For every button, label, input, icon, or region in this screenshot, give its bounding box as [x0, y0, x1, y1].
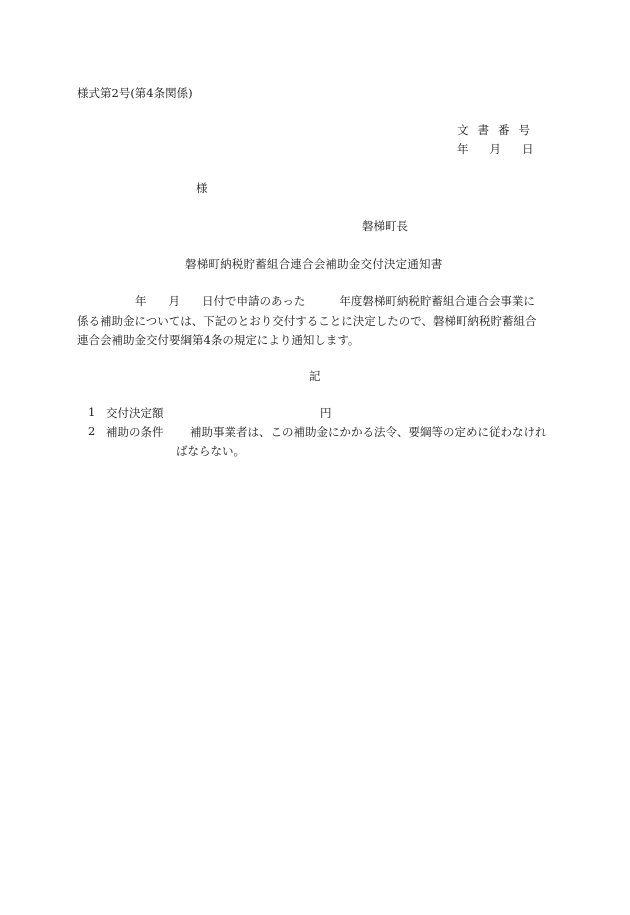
- body-year: 年: [135, 294, 147, 308]
- issuer-name: 磐梯町長: [362, 219, 408, 233]
- body-day-rest: 日付で申請のあった: [202, 294, 306, 308]
- item-2-text-line-2: ばならない。: [176, 444, 245, 458]
- date-month: 月: [489, 142, 501, 156]
- document-number-label: 文書番号: [457, 123, 539, 137]
- record-heading: 記: [309, 369, 321, 383]
- item-2-text-line-1: 補助事業者は、この補助金にかかる法令、要綱等の定めに従わなけれ: [190, 425, 547, 439]
- body-line-1: [77, 292, 552, 312]
- body-line1-rest: 年度磐梯町納税貯蓄組合連合会事業に: [339, 294, 535, 308]
- addressee-suffix: 様: [196, 181, 208, 195]
- date-year: 年: [457, 142, 469, 156]
- date-line: [457, 141, 534, 157]
- body-line-3: 連合会補助金交付要綱第4条の規定により通知します。: [77, 333, 360, 347]
- date-day: 日: [522, 142, 534, 156]
- item-1-label: 交付決定額: [106, 406, 164, 420]
- form-number: 様式第2号(第4条関係): [77, 86, 193, 100]
- body-month: 月: [168, 294, 180, 308]
- body-paragraph: [77, 292, 552, 351]
- body-line-2: 係る補助金については、下記のとおり交付することに決定したので、磐梯町納税貯蓄組合: [77, 313, 537, 328]
- item-1-number: 1: [88, 405, 96, 419]
- item-1-unit: 円: [320, 406, 332, 420]
- item-2-number: 2: [88, 424, 96, 438]
- document-title: 磐梯町納税貯蓄組合連合会補助金交付決定通知書: [185, 257, 443, 271]
- item-2-label: 補助の条件: [106, 425, 164, 439]
